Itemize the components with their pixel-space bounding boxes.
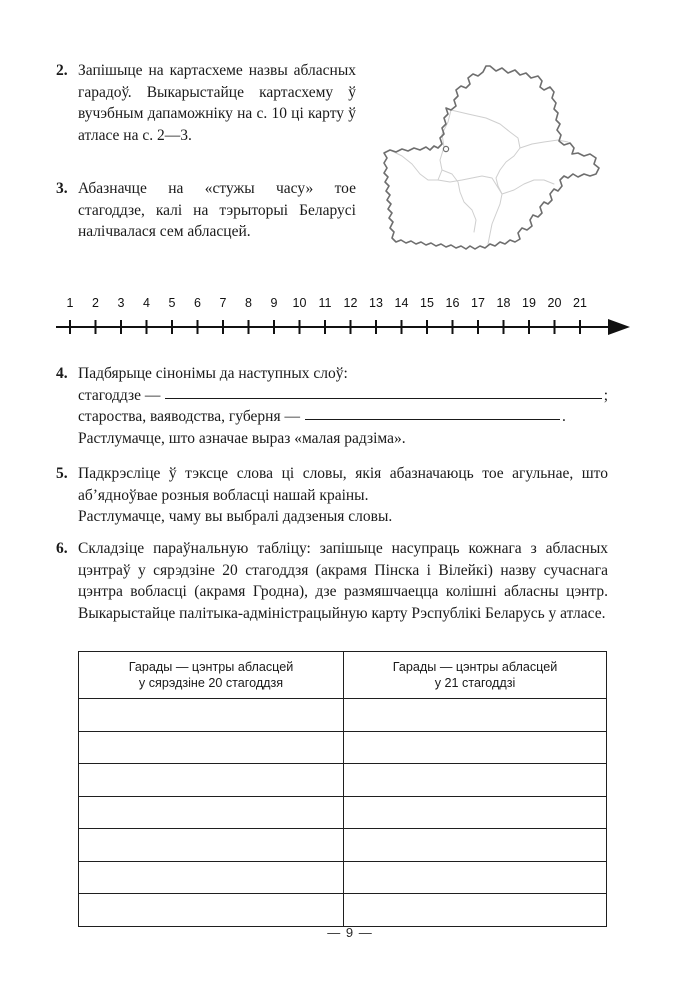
century-timeline (56, 296, 656, 346)
exercise-3-number: 3. (56, 180, 68, 197)
table-cell[interactable] (79, 699, 344, 732)
timeline-label: 2 (92, 296, 99, 310)
timeline-label: 4 (143, 296, 150, 310)
synonym-label-stagoddze: стагоддзе — (78, 386, 161, 404)
timeline-label: 14 (394, 296, 409, 310)
table-cell[interactable] (344, 764, 607, 797)
synonym-blank-row-2 (78, 406, 608, 428)
table-cell[interactable] (344, 796, 607, 829)
timeline-labels (56, 296, 656, 316)
timeline-label: 21 (573, 296, 587, 310)
comparison-table (78, 651, 607, 927)
table-row (79, 796, 607, 829)
exercise-3 (56, 178, 356, 243)
table-cell[interactable] (79, 796, 344, 829)
table-row (79, 731, 607, 764)
timeline-label: 6 (194, 296, 201, 310)
exercise-4 (56, 363, 608, 449)
table-cell[interactable] (79, 829, 344, 862)
timeline-label: 10 (292, 296, 307, 310)
exercise-3-text: Абазначце на «стужы часу» тое стагоддзе, калі на тэрыторыі Беларусі налічвалася сем абласцей. (78, 180, 356, 240)
timeline-label: 18 (496, 296, 511, 310)
exercise-5-number: 5. (56, 465, 68, 482)
page-number: — 9 — (327, 925, 373, 940)
exercise-4-prompt: Падбярыце сінонімы да наступных слоў: (78, 365, 348, 382)
synonym-label-starostva: староства, ваяводства, губерня — (78, 408, 300, 425)
synonym-punct-1: ; (603, 386, 608, 404)
exercise-5-text: Падкрэсліце ў тэксце слова ці словы, якія абазначаюць тое агульнае, што аб’ядноўвае розныя вобласці нашай краіны. (78, 465, 608, 504)
table-header-col-1-line1: Гарады — цэнтры абласцей (128, 659, 294, 674)
belarus-outline-map (368, 52, 608, 267)
table-cell[interactable] (344, 731, 607, 764)
table-cell[interactable] (344, 894, 607, 927)
exercise-6-number: 6. (56, 540, 68, 557)
table-cell[interactable] (344, 699, 607, 732)
exercise-6 (56, 538, 608, 624)
exercise-2-number: 2. (56, 62, 68, 79)
table-cell[interactable] (79, 731, 344, 764)
table-cell[interactable] (79, 861, 344, 894)
timeline-label: 8 (245, 296, 252, 310)
exercise-4-number: 4. (56, 365, 68, 382)
synonym-punct-2: . (561, 408, 566, 425)
timeline-label: 5 (168, 296, 176, 310)
exercise-2-text: Запішыце на картасхеме назвы абласных гарадоў. Выкарыстайце картасхему ў вучэбным дапаможніку на с. 10 ці карту ў атласе на с. 2—3. (78, 62, 356, 144)
table-cell[interactable] (79, 764, 344, 797)
timeline-label: 12 (343, 296, 358, 310)
timeline-label: 3 (117, 296, 125, 310)
timeline-label: 11 (318, 296, 332, 310)
timeline-label: 7 (219, 296, 227, 310)
timeline-label: 15 (420, 296, 434, 310)
table-header-col-2 (344, 652, 607, 699)
table-row (79, 764, 607, 797)
table-row (79, 829, 607, 862)
timeline-arrow-icon (608, 319, 630, 335)
table-cell[interactable] (79, 894, 344, 927)
synonym-blank-row-1 (78, 385, 608, 407)
table-row (79, 699, 607, 732)
exercise-5-closing: Растлумачце, чаму вы выбралі дадзеныя словы. (78, 508, 393, 525)
timeline-label: 16 (445, 296, 460, 310)
exercise-2 (56, 60, 356, 146)
timeline-label: 1 (66, 296, 74, 310)
timeline-label: 19 (522, 296, 536, 310)
table-header-col-1-line2: у сярэдзіне 20 стагоддзя (138, 676, 284, 690)
synonym-answer-line-1[interactable] (165, 385, 601, 399)
timeline-label: 20 (547, 296, 562, 310)
table-header-col-2-line1: Гарады — цэнтры абласцей (392, 659, 558, 674)
table-cell[interactable] (344, 829, 607, 862)
timeline-axis (56, 314, 656, 346)
timeline-label: 13 (369, 296, 383, 310)
table-header-col-2-line2: у 21 стагоддзі (434, 676, 516, 690)
exercise-5 (56, 463, 608, 528)
exercise-4-closing: Растлумачце, што азначае выраз «малая радзіма». (78, 429, 406, 447)
table-row (79, 861, 607, 894)
table-header-col-1 (79, 652, 344, 699)
timeline-label: 17 (471, 296, 485, 310)
table-row (79, 894, 607, 927)
exercise-5-body (78, 463, 608, 528)
exercise-4-body (78, 363, 608, 449)
table-cell[interactable] (344, 861, 607, 894)
table-header-row (79, 652, 607, 699)
exercise-6-text: Складзіце параўнальную табліцу: запішыце насупраць кожнага з абласных цэнтраў у сярэдзіне 20 стагоддзя (акрамя Пінска і Вілейкі) назву сучаснага цэнтра вобласці (акрамя Гродна), дзе размяшчаецца колішні абласны цэнтр. Выкарыстайце палітыка-адміністрацыйную карту Рэспублікі Беларусь у атласе. (78, 540, 608, 622)
table-body (79, 699, 607, 927)
timeline-label: 9 (270, 296, 278, 310)
synonym-answer-line-2[interactable] (305, 406, 560, 420)
